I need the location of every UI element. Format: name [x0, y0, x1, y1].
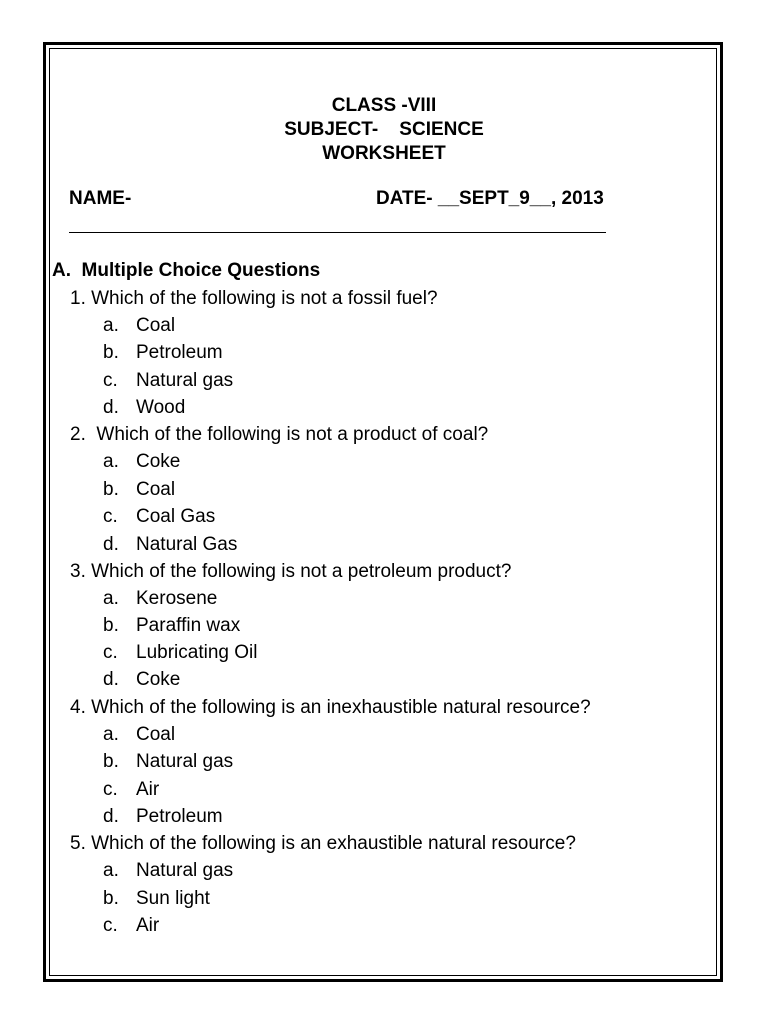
section-title: A. Multiple Choice Questions	[52, 260, 321, 281]
date-label: DATE- __SEPT_9__, 2013	[376, 188, 604, 209]
name-label: NAME-	[69, 188, 132, 209]
question-3: 3. Which of the following is not a petroleum product?	[70, 561, 512, 582]
question-2: 2. Which of the following is not a product of coal?	[70, 424, 489, 445]
question-5: 5. Which of the following is an exhaustible natural resource?	[70, 833, 576, 854]
question-4: 4. Which of the following is an inexhaustible natural resource?	[70, 697, 591, 718]
name-underline	[69, 232, 606, 233]
question-1: 1. Which of the following is not a fossil fuel?	[70, 288, 438, 309]
worksheet-title: WORKSHEET	[322, 143, 446, 164]
class-heading: CLASS -VIII	[331, 95, 437, 116]
subject-heading: SUBJECT- SCIENCE	[284, 119, 484, 140]
